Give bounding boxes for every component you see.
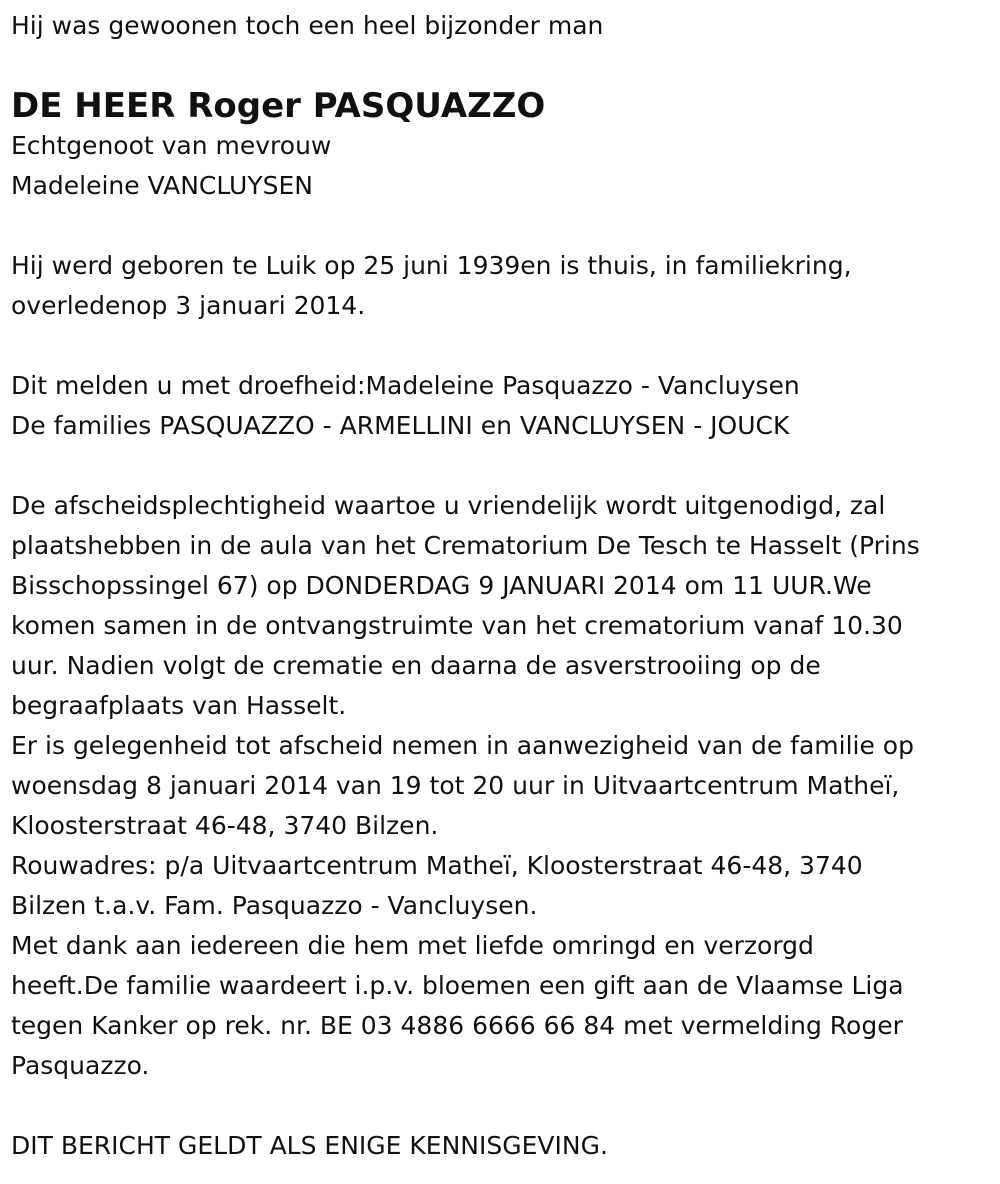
spouse-block [11, 126, 990, 206]
details-line: begraafplaats van Hasselt. [11, 691, 347, 720]
spouse-line: Madeleine VANCLUYSEN [11, 171, 313, 200]
details-line: Met dank aan iedereen die hem met liefde omringd en verzorgd [11, 931, 814, 960]
details-line: Bilzen t.a.v. Fam. Pasquazzo - Vancluysen. [11, 891, 538, 920]
family-line: Dit melden u met droefheid:Madeleine Pasquazzo - Vancluysen [11, 371, 800, 400]
details-line: Er is gelegenheid tot afscheid nemen in aanwezigheid van de familie op [11, 731, 914, 760]
details-line: komen samen in de ontvangstruimte van het crematorium vanaf 10.30 [11, 611, 903, 640]
closing-text: DIT BERICHT GELDT ALS ENIGE KENNISGEVING. [11, 1131, 608, 1160]
details-line: woensdag 8 januari 2014 van 19 tot 20 uur in Uitvaartcentrum Matheï, [11, 771, 900, 800]
intro-text: Hij was gewoonen toch een heel bijzonder man [11, 11, 604, 40]
deceased-name: DE HEER Roger PASQUAZZO [11, 86, 546, 126]
details-line: De afscheidsplechtigheid waartoe u vriendelijk wordt uitgenodigd, zal [11, 491, 886, 520]
family-line: De families PASQUAZZO - ARMELLINI en VANCLUYSEN - JOUCK [11, 411, 790, 440]
details-line: uur. Nadien volgt de crematie en daarna de asverstrooiing op de [11, 651, 821, 680]
details-line: Kloosterstraat 46-48, 3740 Bilzen. [11, 811, 439, 840]
family-block [11, 366, 990, 446]
spouse-line: Echtgenoot van mevrouw [11, 131, 332, 160]
details-line: plaatshebben in de aula van het Crematorium De Tesch te Hasselt (Prins [11, 531, 920, 560]
details-line: Pasquazzo. [11, 1051, 150, 1080]
details-line: Bisschopssingel 67) op DONDERDAG 9 JANUARI 2014 om 11 UUR.We [11, 571, 872, 600]
details-line: heeft.De familie waardeert i.p.v. bloemen een gift aan de Vlaamse Liga [11, 971, 904, 1000]
ceremony-details [11, 486, 990, 1086]
details-line: Rouwadres: p/a Uitvaartcentrum Matheï, Kloosterstraat 46-48, 3740 [11, 851, 863, 880]
details-line: tegen Kanker op rek. nr. BE 03 4886 6666 66 84 met vermelding Roger [11, 1011, 903, 1040]
birth-death-line: Hij werd geboren te Luik op 25 juni 1939en is thuis, in familiekring, [11, 251, 852, 280]
birth-death-line: overledenop 3 januari 2014. [11, 291, 366, 320]
birth-death-block [11, 246, 990, 326]
